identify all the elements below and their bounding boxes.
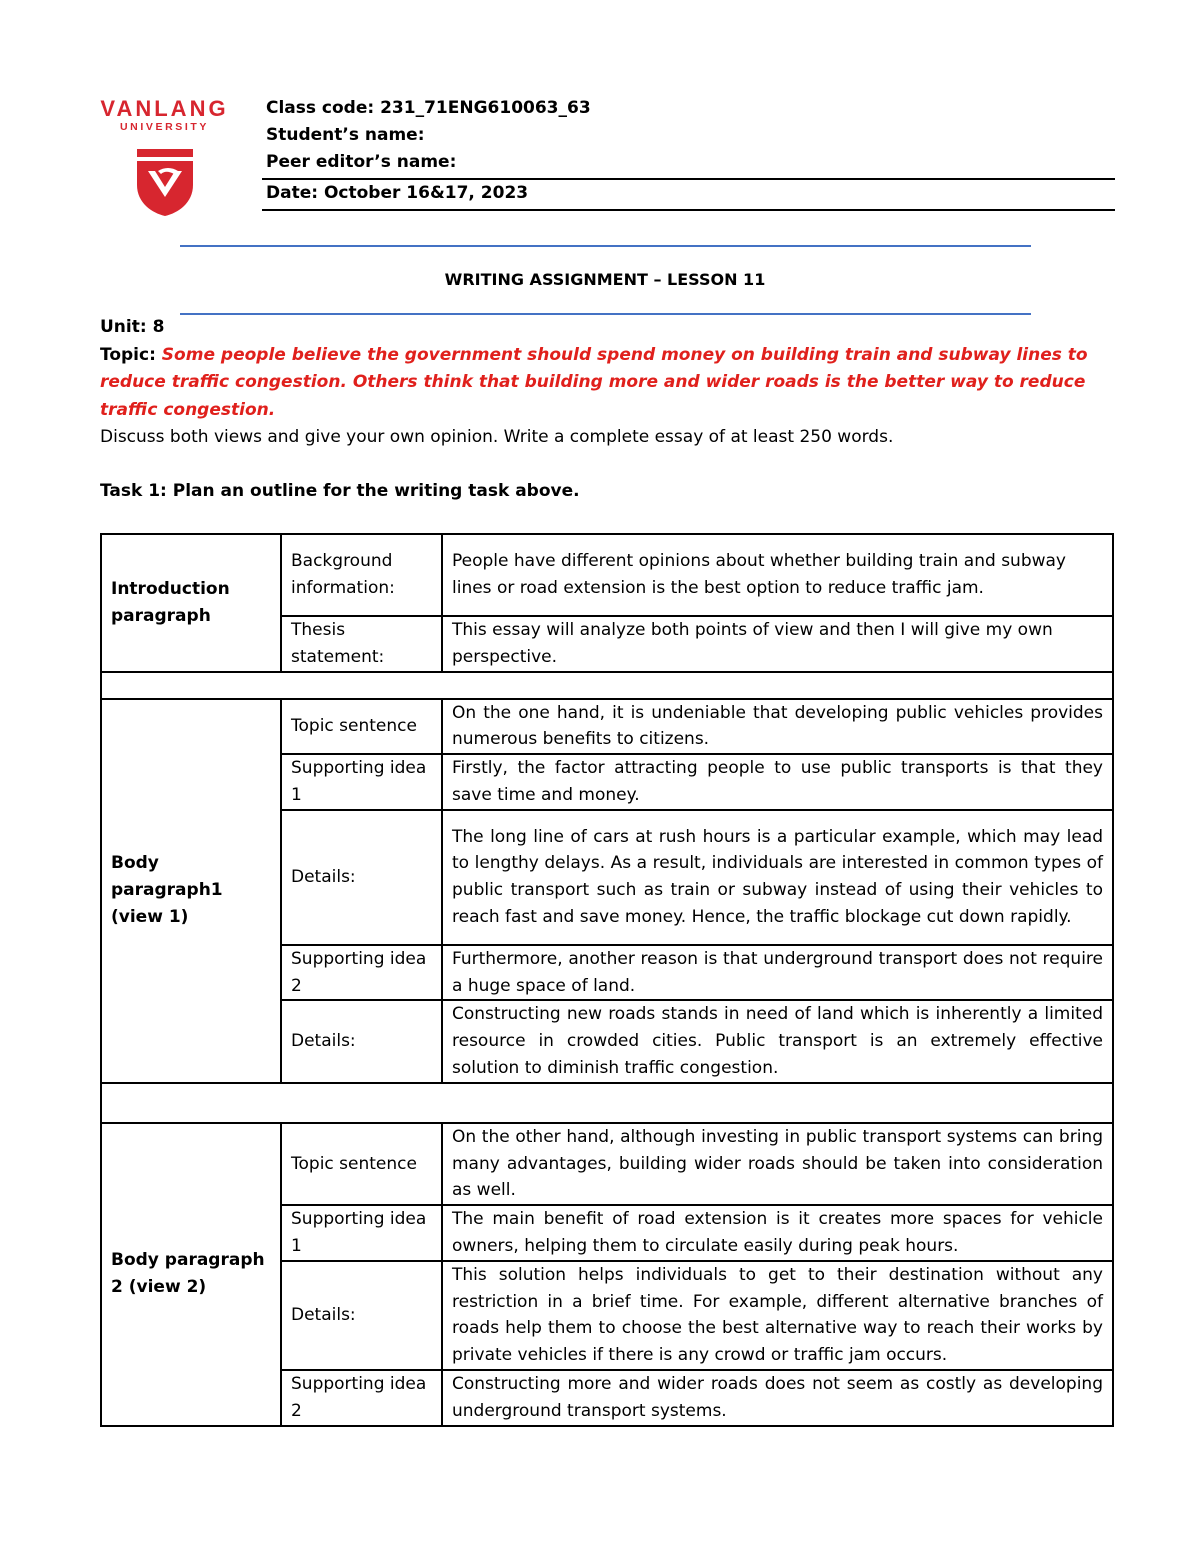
spacer-row [101, 1083, 1113, 1123]
body1-section-label: Body paragraph1 (view 1) [101, 699, 281, 1083]
header-rule-top [262, 178, 1115, 180]
spacer-cell [101, 672, 1113, 699]
outline-table [100, 533, 1114, 1427]
intro-section-label: Introduction paragraph [101, 534, 281, 672]
body1-topic-text: On the one hand, it is undeniable that developing public vehicles provides numerous benefits to citizens. [442, 699, 1113, 755]
background-text: People have different opinions about whether building train and subway lines or road extension is the best option to reduce traffic jam. [442, 534, 1113, 616]
body1-sup1-text: Firstly, the factor attracting people to use public transports is that they save time and money. [442, 754, 1113, 810]
topic-label: Topic: [100, 344, 156, 365]
body2-topic-text: On the other hand, although investing in public transport systems can bring many advantages, building wider roads should be taken into consideration as well. [442, 1123, 1113, 1205]
body1-details1-label: Details: [281, 810, 442, 945]
body1-sup2-label: Supporting idea 2 [281, 945, 442, 1001]
shield-icon [134, 145, 196, 217]
body1-details2-label: Details: [281, 1000, 442, 1082]
title-rule-top [180, 245, 1031, 247]
body1-sup2-text: Furthermore, another reason is that underground transport does not require a huge space of land. [442, 945, 1113, 1001]
table-row [101, 534, 1113, 616]
class-code: Class code: 231_71ENG610063_63 [266, 98, 591, 118]
spacer-row [101, 672, 1113, 699]
thesis-label: Thesis statement: [281, 616, 442, 672]
peer-editor-label: Peer editor’s name: [266, 152, 457, 172]
university-logo [92, 98, 237, 217]
spacer-cell [101, 1083, 1113, 1123]
table-row [101, 699, 1113, 755]
table-row [101, 1123, 1113, 1205]
body2-sup1-label: Supporting idea 1 [281, 1205, 442, 1261]
body2-details1-text: This solution helps individuals to get to their destination without any restriction in a brief time. For example, different alternative branches of roads help them to choose the best alternative way to reach their works by private vehicles if there is any crowd or traffic jam occurs. [442, 1261, 1113, 1370]
body2-sup2-text: Constructing more and wider roads does not seem as costly as developing underground transport systems. [442, 1370, 1113, 1426]
topic-text: Some people believe the government should spend money on building train and subway lines to reduce traffic congestion. Others think that building more and wider roads is the better way to reduce traffic congestion. [100, 344, 1088, 420]
unit-label: Unit: 8 [100, 317, 165, 337]
page-title: WRITING ASSIGNMENT – LESSON 11 [444, 270, 766, 289]
task-heading: Task 1: Plan an outline for the writing task above. [100, 481, 580, 501]
date-label: Date: October 16&17, 2023 [266, 183, 529, 203]
body2-topic-label: Topic sentence [281, 1123, 442, 1205]
body2-sup2-label: Supporting idea 2 [281, 1370, 442, 1426]
body1-sup1-label: Supporting idea 1 [281, 754, 442, 810]
body2-details1-label: Details: [281, 1261, 442, 1370]
thesis-text: This essay will analyze both points of view and then I will give my own perspective. [442, 616, 1113, 672]
body1-details2-text: Constructing new roads stands in need of land which is inherently a limited resource in crowded cities. Public transport is an extremely effective solution to diminish traffic congestion. [442, 1000, 1113, 1082]
body1-details1-text: The long line of cars at rush hours is a particular example, which may lead to lengthy delays. As a result, individuals are interested in common types of public transport such as train or subway instead of using their vehicles to reach fast and save money. Hence, the traffic blockage cut down rapidly. [442, 810, 1113, 945]
body2-section-label: Body paragraph 2 (view 2) [101, 1123, 281, 1426]
topic-paragraph [100, 342, 1112, 425]
logo-subtitle: UNIVERSITY [119, 121, 209, 133]
body1-topic-label: Topic sentence [281, 699, 442, 755]
body2-sup1-text: The main benefit of road extension is it creates more spaces for vehicle owners, helping them to circulate easily during peak hours. [442, 1205, 1113, 1261]
background-label: Background information: [281, 534, 442, 616]
header-rule-bottom [262, 209, 1115, 211]
prompt-section [100, 314, 1112, 452]
instruction-text: Discuss both views and give your own opinion. Write a complete essay of at least 250 words. [100, 427, 894, 447]
student-name-label: Student’s name: [266, 125, 425, 145]
logo-wordmark: VANLANG [100, 96, 229, 121]
